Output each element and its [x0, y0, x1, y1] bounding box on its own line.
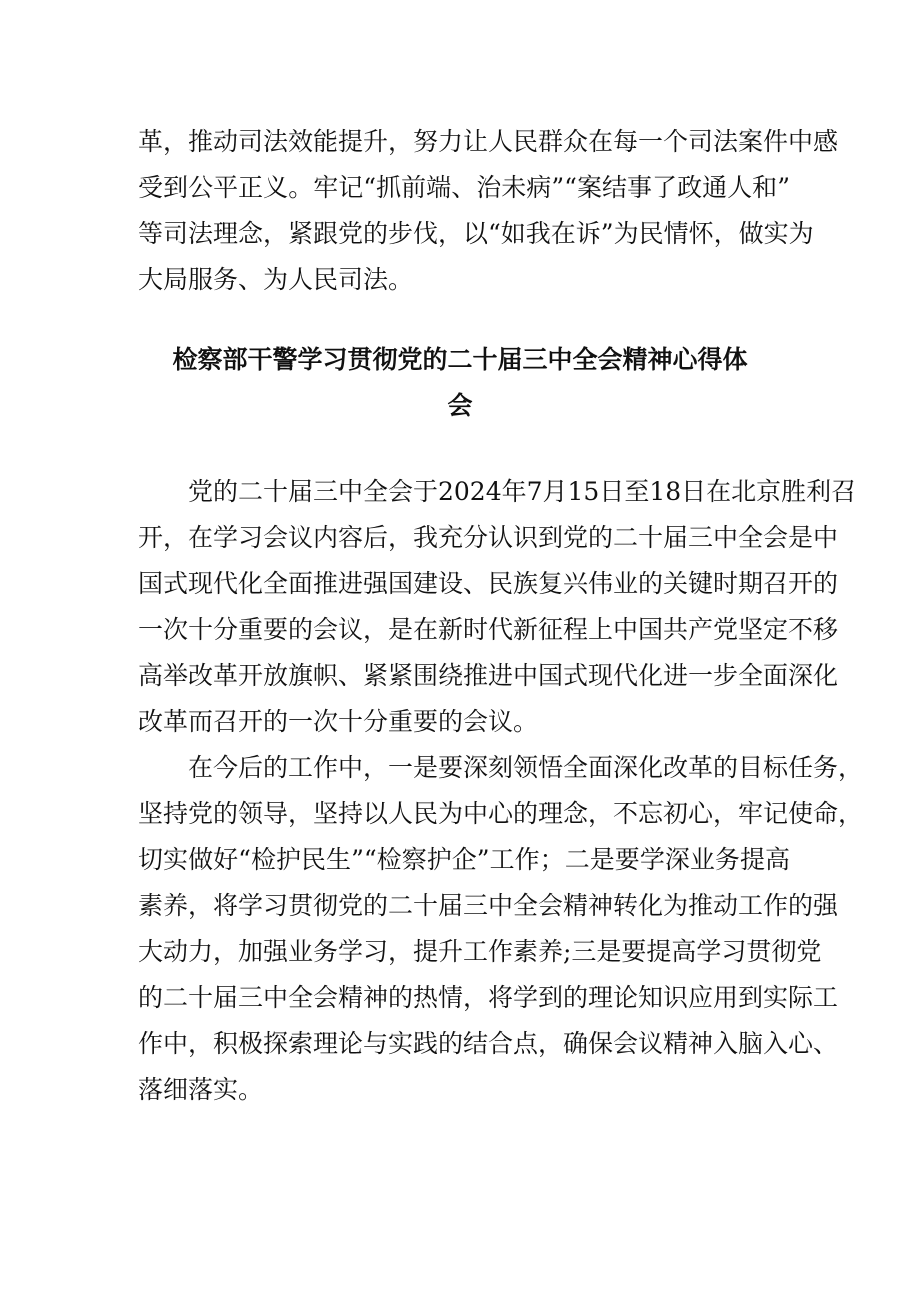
paragraph-line: 一次十分重要的会议，是在新时代新征程上中国共产党坚定不移	[138, 615, 839, 644]
paragraph-line: 作中，积极探索理论与实践的结合点，确保会议精神入脑入心、	[138, 1029, 839, 1058]
paragraph-line: 受到公平正义。牢记“抓前端、治未病”“案结事了政通人和”	[138, 173, 790, 202]
paragraph-line: 素养，将学习贯彻党的二十届三中全会精神转化为推动工作的强	[138, 891, 839, 920]
paragraph-line: 大动力，加强业务学习，提升工作素养;三是要提高学习贯彻党	[138, 937, 822, 966]
paragraph-line: 大局服务、为人民司法。	[138, 265, 414, 294]
title-line: 会	[447, 391, 473, 420]
title-line: 检察部干警学习贯彻党的二十届三中全会精神心得体	[172, 345, 748, 374]
paragraph-line: 在今后的工作中，一是要深刻领悟全面深化改革的目标任务，	[188, 753, 864, 782]
paragraph-line: 开，在学习会议内容后，我充分认识到党的二十届三中全会是中	[138, 523, 839, 552]
paragraph-line: 高举改革开放旗帜、紧紧围绕推进中国式现代化进一步全面深化	[138, 661, 839, 690]
paragraph-line: 坚持党的领导，坚持以人民为中心的理念，不忘初心，牢记使命，	[138, 799, 864, 828]
paragraph-line: 切实做好“检护民生”“检察护企”工作；二是要学深业务提高	[138, 845, 790, 874]
paragraph-line: 改革而召开的一次十分重要的会议。	[138, 707, 539, 736]
paragraph-line: 革，推动司法效能提升，努力让人民群众在每一个司法案件中感	[138, 127, 839, 156]
paragraph-line: 党的二十届三中全会于2024年7月15日至18日在北京胜利召	[188, 477, 857, 506]
paragraph-line: 落细落实。	[138, 1075, 264, 1104]
paragraph-line: 国式现代化全面推进强国建设、民族复兴伟业的关键时期召开的	[138, 569, 839, 598]
paragraph-line: 的二十届三中全会精神的热情，将学到的理论知识应用到实际工	[138, 983, 839, 1012]
paragraph-line: 等司法理念，紧跟党的步伐，以“如我在诉”为民情怀，做实为	[138, 219, 814, 248]
